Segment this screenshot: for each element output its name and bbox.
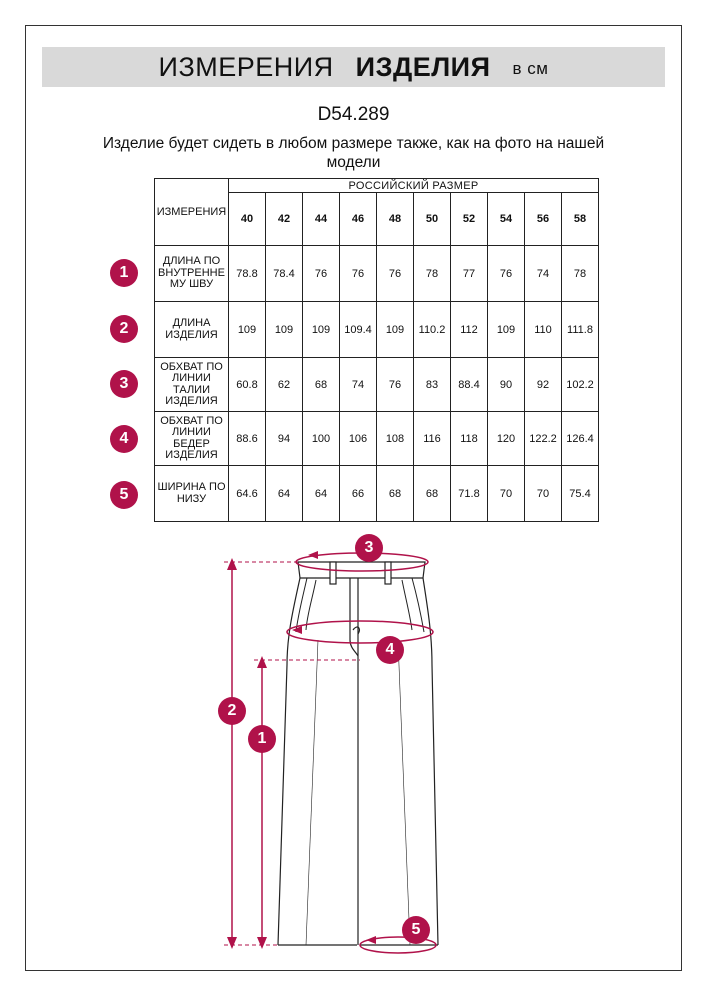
value-cell: 60.8 — [229, 358, 266, 412]
value-cell: 71.8 — [451, 466, 488, 522]
value-cell: 109 — [488, 302, 525, 358]
size-header-cell: 56 — [525, 193, 562, 246]
size-header-cell: 50 — [414, 193, 451, 246]
value-cell: 109 — [229, 302, 266, 358]
arrow-heads — [227, 551, 376, 949]
value-cell: 64 — [303, 466, 340, 522]
value-cell: 100 — [303, 412, 340, 466]
value-cell: 90 — [488, 358, 525, 412]
diagram-marker-1: 1 — [248, 725, 276, 753]
size-header-cell: 48 — [377, 193, 414, 246]
value-cell: 74 — [525, 246, 562, 302]
value-cell: 64.6 — [229, 466, 266, 522]
row-label: ДЛИНА ПО ВНУТРЕННЕ МУ ШВУ — [155, 246, 229, 302]
value-cell: 76 — [303, 246, 340, 302]
size-header-cell: 44 — [303, 193, 340, 246]
value-cell: 120 — [488, 412, 525, 466]
value-cell: 109 — [266, 302, 303, 358]
trousers-outline — [278, 562, 438, 945]
size-header-cell: 46 — [340, 193, 377, 246]
row-badge-1: 1 — [110, 259, 138, 287]
value-cell: 112 — [451, 302, 488, 358]
value-cell: 110.2 — [414, 302, 451, 358]
value-cell: 76 — [377, 246, 414, 302]
value-cell: 78 — [414, 246, 451, 302]
row-label: ОБХВАТ ПО ЛИНИИ ТАЛИИ ИЗДЕЛИЯ — [155, 358, 229, 412]
value-cell: 92 — [525, 358, 562, 412]
fit-note: Изделие будет сидеть в любом размере также, как на фото на нашей модели — [102, 135, 605, 171]
value-cell: 118 — [451, 412, 488, 466]
diagram-marker-5: 5 — [402, 916, 430, 944]
row-badge-2: 2 — [110, 315, 138, 343]
diagram-marker-4: 4 — [376, 636, 404, 664]
value-cell: 109 — [303, 302, 340, 358]
value-cell: 74 — [340, 358, 377, 412]
value-cell: 110 — [525, 302, 562, 358]
value-cell: 66 — [340, 466, 377, 522]
value-cell: 70 — [525, 466, 562, 522]
value-cell: 76 — [340, 246, 377, 302]
value-cell: 76 — [377, 358, 414, 412]
russian-size-header: РОССИЙСКИЙ РАЗМЕР — [229, 179, 599, 193]
value-cell: 109.4 — [340, 302, 377, 358]
value-cell: 126.4 — [562, 412, 599, 466]
value-cell: 75.4 — [562, 466, 599, 522]
value-cell: 111.8 — [562, 302, 599, 358]
value-cell: 68 — [377, 466, 414, 522]
value-cell: 106 — [340, 412, 377, 466]
size-header-cell: 54 — [488, 193, 525, 246]
row-label: ОБХВАТ ПО ЛИНИИ БЕДЕР ИЗДЕЛИЯ — [155, 412, 229, 466]
value-cell: 62 — [266, 358, 303, 412]
value-cell: 68 — [414, 466, 451, 522]
value-cell: 88.6 — [229, 412, 266, 466]
value-cell: 70 — [488, 466, 525, 522]
value-cell: 64 — [266, 466, 303, 522]
row-badge-5: 5 — [110, 481, 138, 509]
value-cell: 88.4 — [451, 358, 488, 412]
row-badge-4: 4 — [110, 425, 138, 453]
diagram-marker-3: 3 — [355, 534, 383, 562]
title-units: в см — [512, 59, 549, 78]
value-cell: 78.4 — [266, 246, 303, 302]
value-cell: 68 — [303, 358, 340, 412]
value-cell: 109 — [377, 302, 414, 358]
diagram-marker-2: 2 — [218, 697, 246, 725]
size-header-cell: 58 — [562, 193, 599, 246]
value-cell: 77 — [451, 246, 488, 302]
model-code: D54.289 — [317, 104, 390, 125]
value-cell: 76 — [488, 246, 525, 302]
value-cell: 78.8 — [229, 246, 266, 302]
size-header-cell: 52 — [451, 193, 488, 246]
value-cell: 108 — [377, 412, 414, 466]
value-cell: 83 — [414, 358, 451, 412]
row-label: ШИРИНА ПО НИЗУ — [155, 466, 229, 522]
size-header-cell: 40 — [229, 193, 266, 246]
measurement-lines — [224, 553, 436, 953]
row-badge-3: 3 — [110, 370, 138, 398]
title-item: ИЗДЕЛИЯ — [355, 51, 491, 82]
row-label: ДЛИНА ИЗДЕЛИЯ — [155, 302, 229, 358]
value-cell: 122.2 — [525, 412, 562, 466]
value-cell: 102.2 — [562, 358, 599, 412]
value-cell: 116 — [414, 412, 451, 466]
measurements-header: ИЗМЕРЕНИЯ — [155, 179, 229, 246]
size-header-cell: 42 — [266, 193, 303, 246]
value-cell: 78 — [562, 246, 599, 302]
value-cell: 94 — [266, 412, 303, 466]
title-measurements: ИЗМЕРЕНИЯ — [158, 51, 334, 82]
